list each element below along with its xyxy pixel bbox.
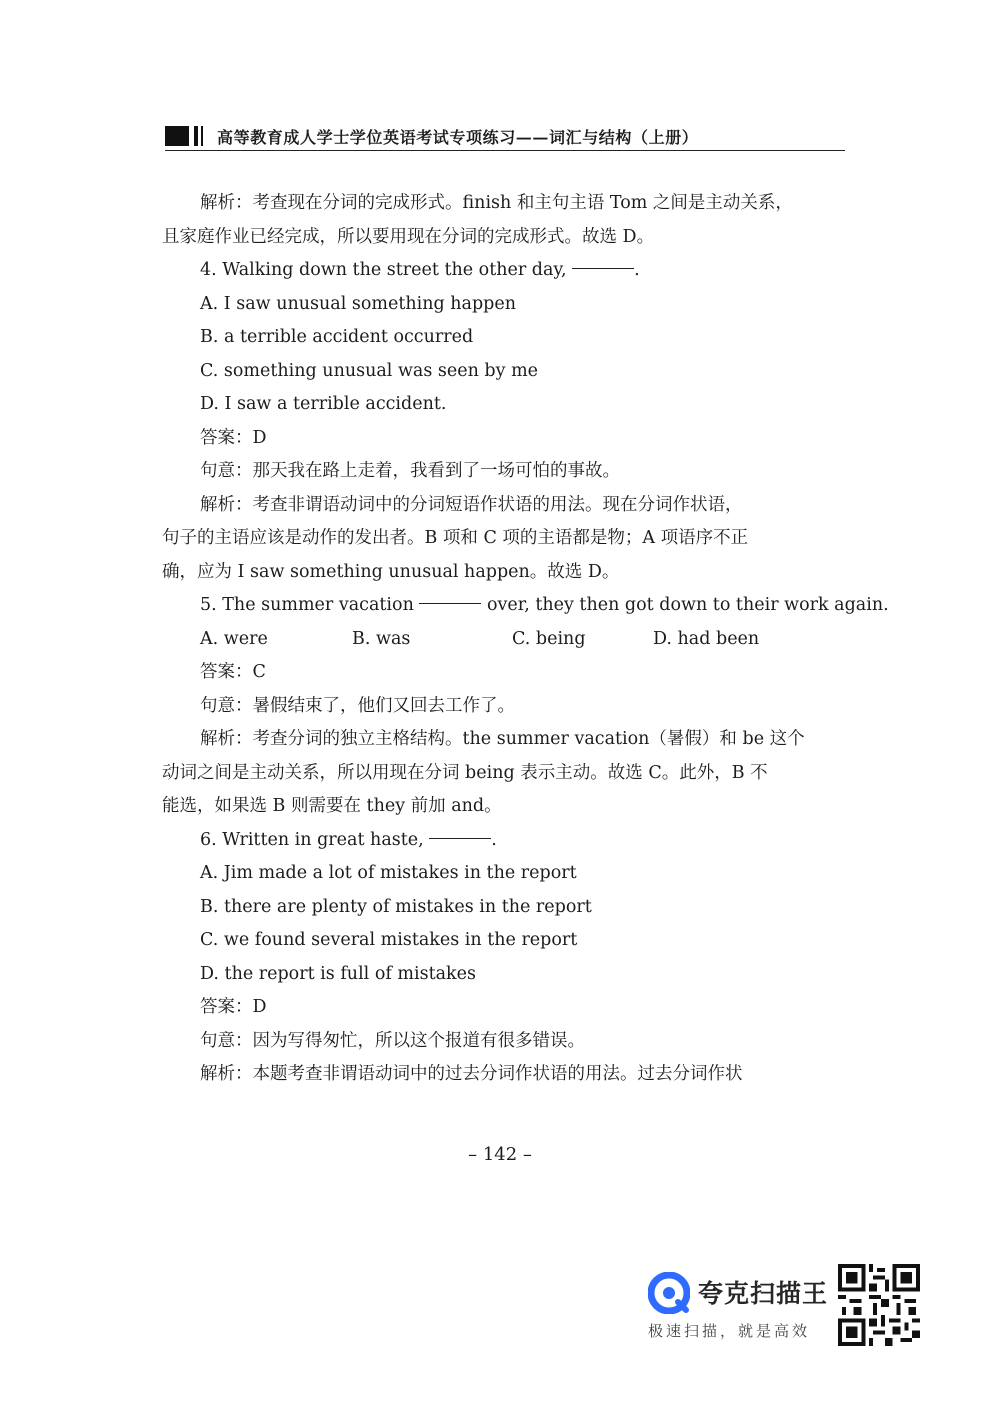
option-a: A. Jim made a lot of mistakes in the report <box>200 863 577 883</box>
analysis-line: 动词之间是主动关系，所以用现在分词 being 表示主动。故选 C。此外，B 不 <box>162 762 768 783</box>
scanner-slogan: 极速扫描，就是高效 <box>648 1322 811 1340</box>
header-ornament-bar <box>194 126 198 146</box>
question-stem-6 <box>162 824 846 858</box>
header-ornament-block <box>165 126 189 146</box>
question-stem-5 <box>162 589 889 623</box>
quark-logo-icon <box>648 1272 690 1314</box>
option-d: D. I saw a terrible accident. <box>200 394 447 414</box>
answer: 答案：C <box>200 662 266 682</box>
stem-text: 5. The summer vacation <box>200 595 420 615</box>
scanner-app-name: 夸克扫描王 <box>698 1279 829 1308</box>
option-b: B. was <box>352 628 411 649</box>
analysis-line: 解析：考查非谓语动词中的分词短语作状语的用法。现在分词作状语， <box>200 494 743 515</box>
sentence-meaning: 句意：那天我在路上走着，我看到了一场可怕的事故。 <box>200 461 620 481</box>
header-rule <box>165 150 845 151</box>
qr-code-icon <box>838 1264 920 1346</box>
running-header <box>165 122 845 154</box>
answer-blank <box>572 267 634 269</box>
option-a: A. were <box>200 628 268 649</box>
answer-blank <box>429 837 491 839</box>
answer-blank <box>419 602 481 604</box>
option-b: B. there are plenty of mistakes in the report <box>200 896 592 917</box>
analysis-line: 且家庭作业已经完成，所以要用现在分词的完成形式。故选 D。 <box>162 226 655 247</box>
question-stem-4 <box>162 254 846 288</box>
analysis-line: 能选，如果选 B 则需要在 they 前加 and。 <box>162 796 502 816</box>
page-body <box>162 187 889 1092</box>
analysis-line: 解析：考查现在分词的完成形式。finish 和主句主语 Tom 之间是主动关系， <box>200 193 793 213</box>
option-d: D. the report is full of mistakes <box>200 963 476 984</box>
analysis-line: 解析：考查分词的独立主格结构。the summer vacation（暑假）和 be 这个 <box>200 729 805 749</box>
stem-text: . <box>634 260 640 280</box>
book-title: 高等教育成人学士学位英语考试专项练习——词汇与结构（上册） <box>217 128 699 147</box>
analysis-line: 解析：本题考查非谓语动词中的过去分词作状语的用法。过去分词作状 <box>200 1064 743 1084</box>
sentence-meaning: 句意：因为写得匆忙，所以这个报道有很多错误。 <box>200 1030 585 1051</box>
answer: 答案：D <box>200 427 267 448</box>
option-d: D. had been <box>653 628 760 649</box>
analysis-line: 句子的主语应该是动作的发出者。B 项和 C 项的主语都是物；A 项语序不正 <box>162 528 749 548</box>
page-number: – 142 – <box>468 1144 532 1165</box>
option-c: C. we found several mistakes in the report <box>200 930 578 950</box>
option-c: C. being <box>512 628 586 649</box>
stem-text: over, they then got down to their work again. <box>481 595 889 615</box>
header-ornament-bar <box>201 126 203 146</box>
stem-text: 6. Written in great haste, <box>200 829 430 850</box>
option-row <box>162 623 846 657</box>
answer: 答案：D <box>200 997 267 1017</box>
sentence-meaning: 句意：暑假结束了，他们又回去工作了。 <box>200 695 515 716</box>
stem-text: 4. Walking down the street the other day, <box>200 260 573 280</box>
analysis-line: 确，应为 I saw something unusual happen。故选 D。 <box>162 561 620 582</box>
option-a: A. I saw unusual something happen <box>200 293 516 314</box>
scanner-watermark <box>648 1262 928 1352</box>
option-c: C. something unusual was seen by me <box>200 360 539 381</box>
stem-text: . <box>491 829 497 850</box>
option-b: B. a terrible accident occurred <box>200 327 474 347</box>
